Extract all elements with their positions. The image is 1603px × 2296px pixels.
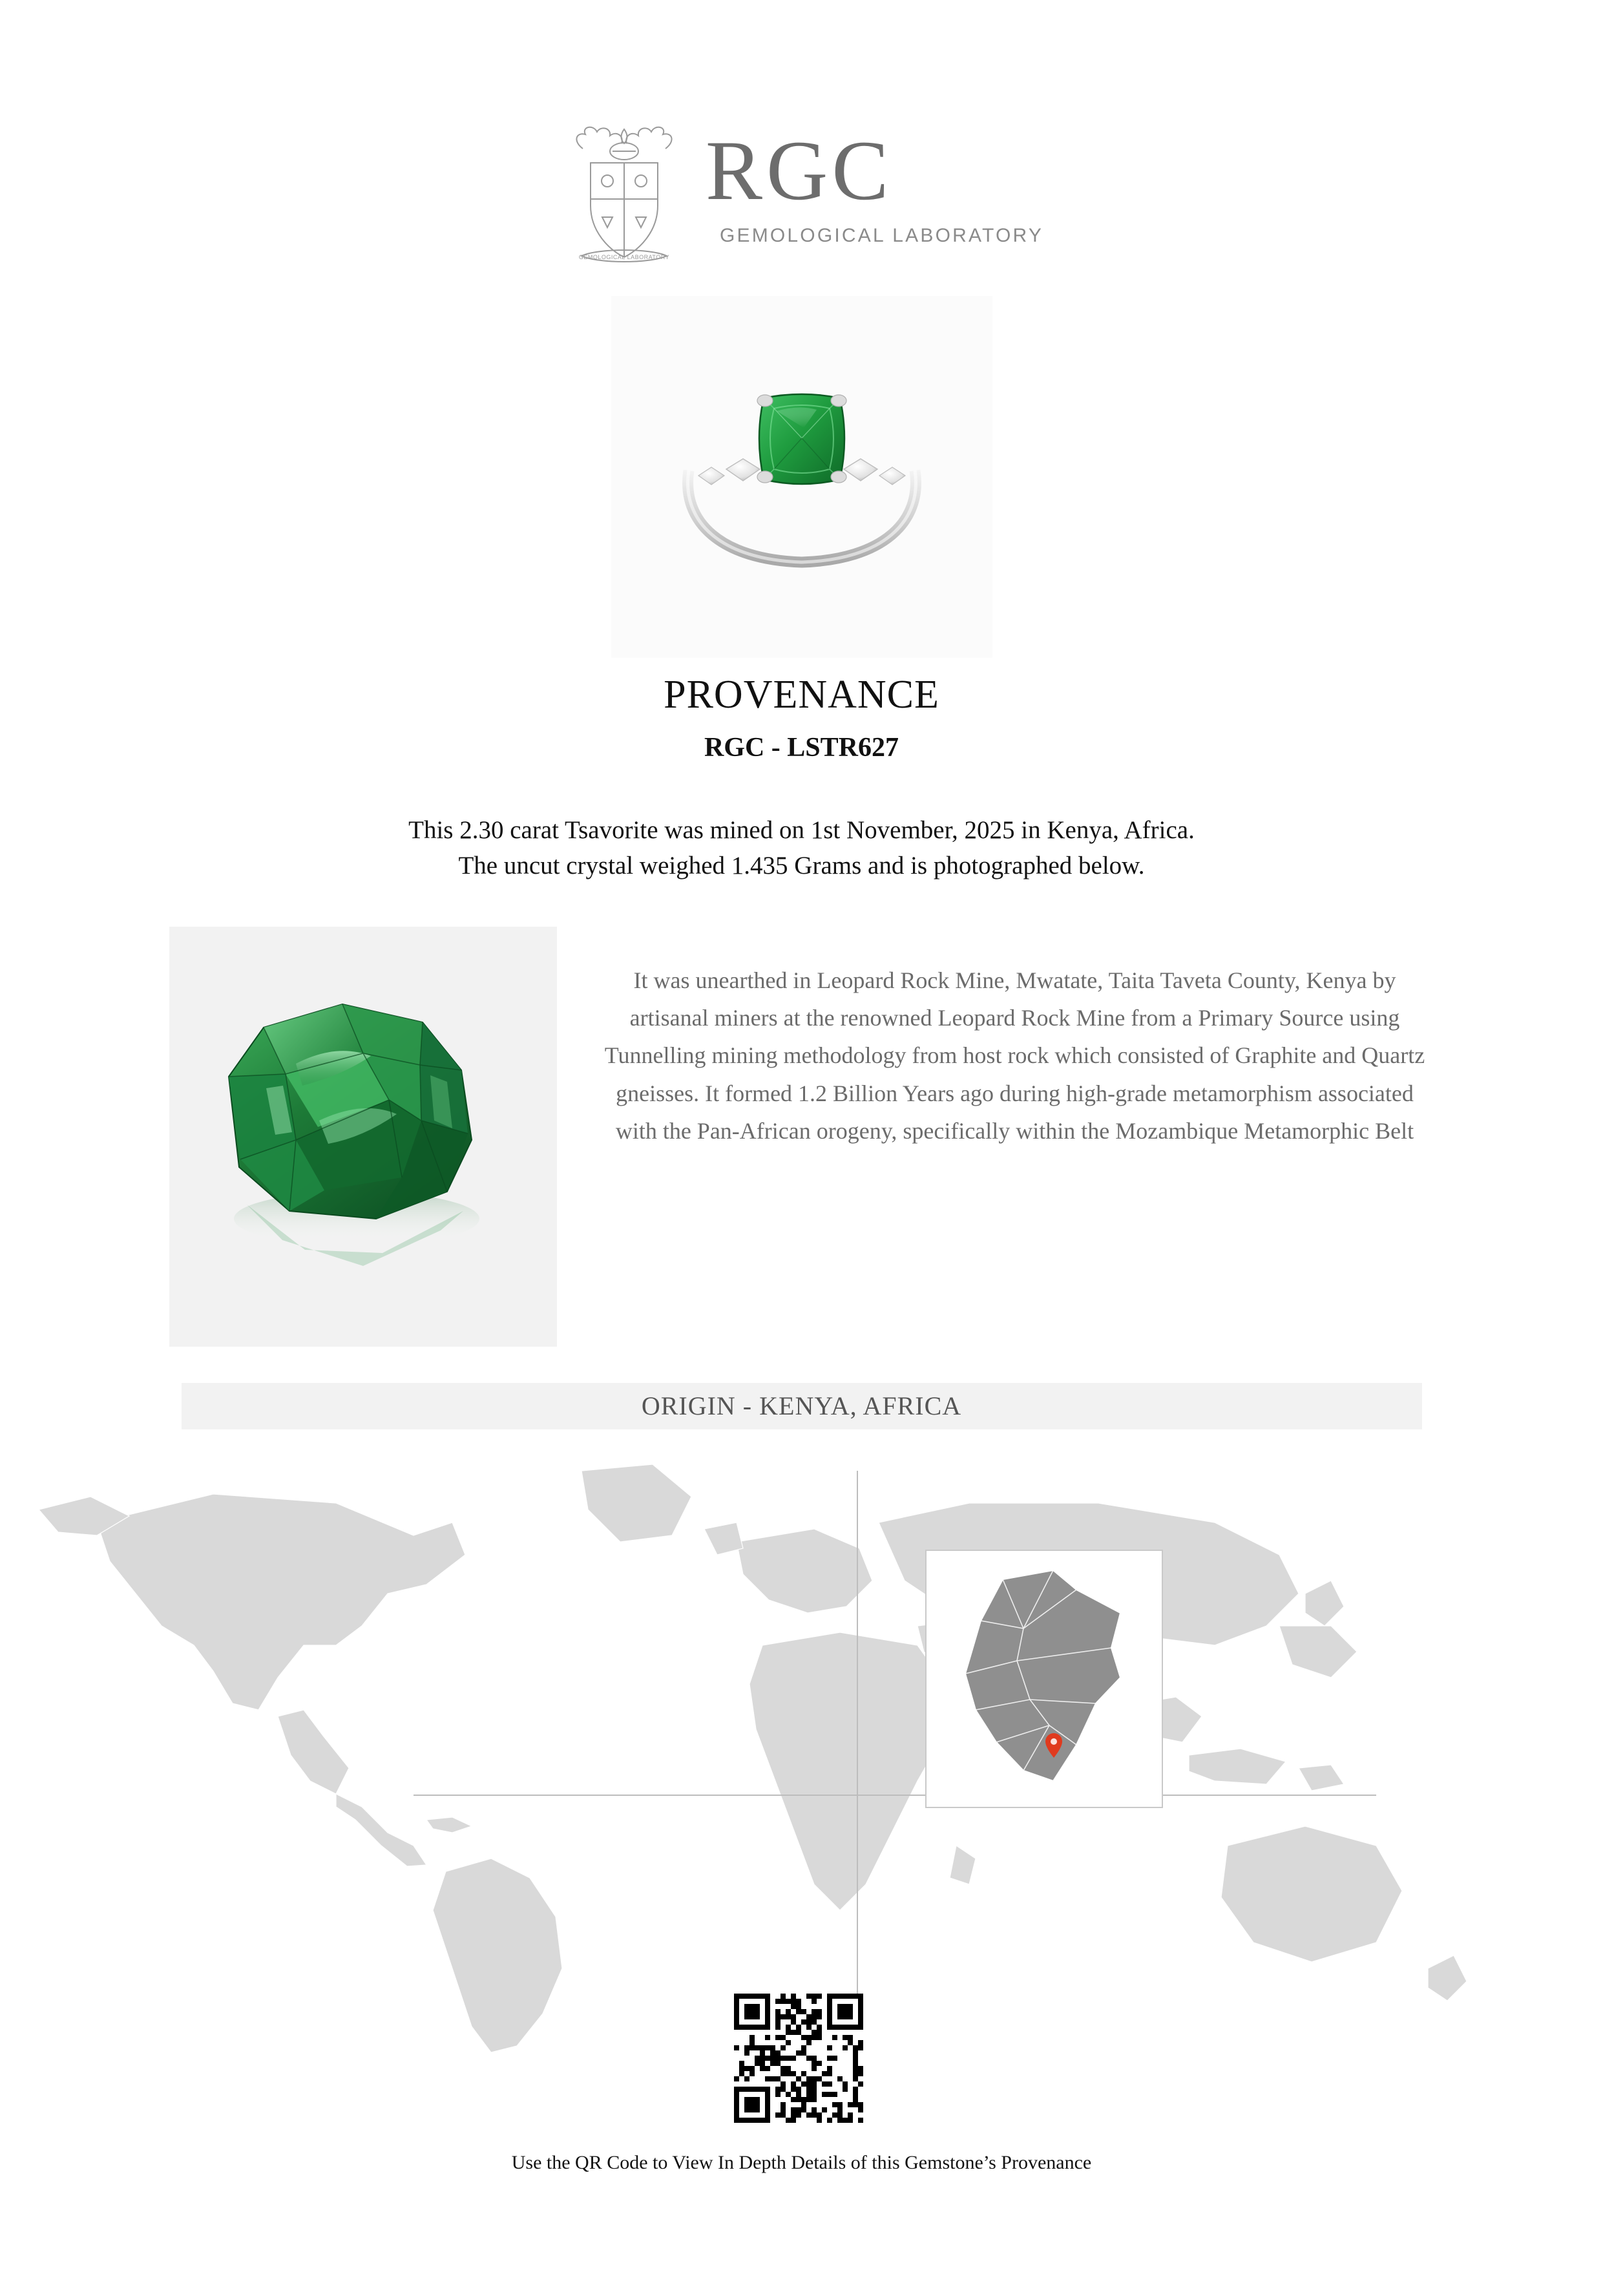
rough-tsavorite-crystal-photo [169, 927, 557, 1347]
qr-caption: Use the QR Code to View In Depth Details of this Gemstone’s Provenance [511, 2152, 1092, 2173]
brand-tagline: GEMOLOGICAL LABORATORY [719, 225, 1044, 246]
world-map-graphic [0, 1432, 1603, 2078]
kenya-inset-map [925, 1550, 1163, 1808]
document-header [0, 0, 1603, 271]
origin-band [182, 1383, 1422, 1429]
svg-text:GEMOLOGICAL LABORATORY: GEMOLOGICAL LABORATORY [578, 254, 670, 260]
provenance-description: It was unearthed in Leopard Rock Mine, Mwatate, Taita Taveta County, Kenya by artisanal miners at the renowned Leopard Rock Mine from a Primary Source using Tunnelling mining methodology from host rock which consisted of Graphite and Quartz gneisses. It formed 1.2 Billion Years ago during high-grade metamorphism associated with the Pan-African orogeny, specifically within the Mozambique Metamorphic Belt [604, 967, 1425, 1144]
intro-paragraph [0, 812, 1603, 884]
brand-logo [560, 123, 1043, 271]
brand-wordmark [706, 123, 1043, 247]
report-number: RGC - LSTR627 [704, 733, 899, 763]
page-title: PROVENANCE [664, 673, 939, 717]
qr-code[interactable] [734, 1994, 863, 2123]
map-pin-icon [1045, 1733, 1062, 1758]
heraldic-crest-icon [560, 123, 689, 271]
intro-line-2: The uncut crystal weighed 1.435 Grams and is photographed below. [458, 852, 1145, 880]
intro-line-1: This 2.30 carat Tsavorite was mined on 1st November, 2025 in Kenya, Africa. [408, 816, 1195, 844]
crystal-and-description [0, 927, 1603, 1347]
origin-band-label: ORIGIN - KENYA, AFRICA [641, 1391, 962, 1421]
mounted-tsavorite-ring-photo [611, 296, 992, 658]
brand-name: RGC [705, 123, 893, 218]
